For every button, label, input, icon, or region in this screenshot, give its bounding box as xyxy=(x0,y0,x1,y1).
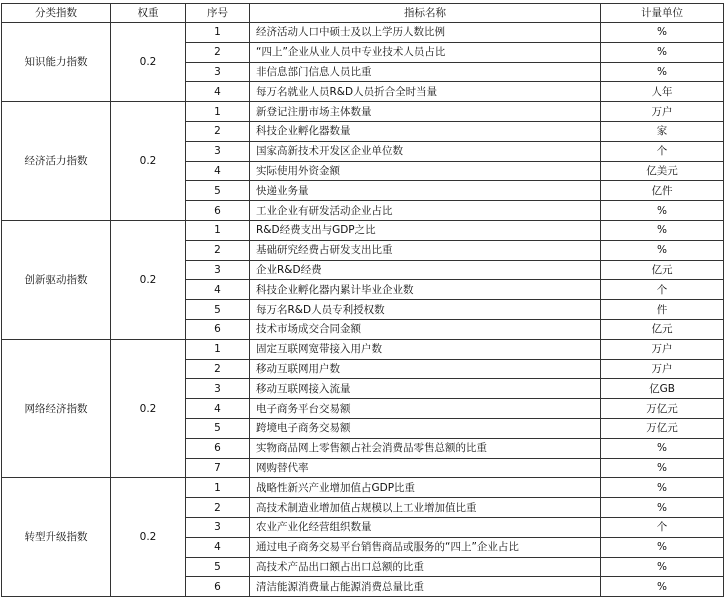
unit-cell: 亿件 xyxy=(601,181,724,201)
unit-cell: % xyxy=(601,201,724,221)
unit-cell: 个 xyxy=(601,280,724,300)
unit-cell: % xyxy=(601,62,724,82)
unit-cell: 万户 xyxy=(601,102,724,122)
seq-cell: 1 xyxy=(186,23,250,43)
header-category: 分类指数 xyxy=(2,4,111,23)
weight-cell: 0.2 xyxy=(111,23,186,102)
indicator-name-cell: 每万名就业人员R&D人员折合全时当量 xyxy=(250,82,601,102)
header-seq: 序号 xyxy=(186,4,250,23)
indicator-name-cell: 国家高新技术开发区企业单位数 xyxy=(250,141,601,161)
indicator-name-cell: 通过电子商务交易平台销售商品或服务的“四上”企业占比 xyxy=(250,537,601,557)
indicator-name-cell: 跨境电子商务交易额 xyxy=(250,418,601,438)
seq-cell: 3 xyxy=(186,517,250,537)
indicator-name-cell: 固定互联网宽带接入用户数 xyxy=(250,339,601,359)
unit-cell: 万亿元 xyxy=(601,418,724,438)
unit-cell: % xyxy=(601,577,724,597)
unit-cell: 亿元 xyxy=(601,260,724,280)
seq-cell: 4 xyxy=(186,161,250,181)
seq-cell: 2 xyxy=(186,240,250,260)
category-cell: 知识能力指数 xyxy=(2,23,111,102)
unit-cell: 亿美元 xyxy=(601,161,724,181)
seq-cell: 1 xyxy=(186,339,250,359)
seq-cell: 5 xyxy=(186,418,250,438)
seq-cell: 2 xyxy=(186,42,250,62)
indicator-name-cell: “四上”企业从业人员中专业技术人员占比 xyxy=(250,42,601,62)
header-weight: 权重 xyxy=(111,4,186,23)
table-row xyxy=(2,339,724,359)
category-cell: 网络经济指数 xyxy=(2,339,111,478)
category-cell: 创新驱动指数 xyxy=(2,220,111,339)
indicator-name-cell: 经济活动人口中硕士及以上学历人数比例 xyxy=(250,23,601,43)
unit-cell: 亿GB xyxy=(601,379,724,399)
indicator-name-cell: 新登记注册市场主体数量 xyxy=(250,102,601,122)
seq-cell: 3 xyxy=(186,379,250,399)
unit-cell: % xyxy=(601,23,724,43)
seq-cell: 2 xyxy=(186,498,250,518)
header-unit: 计量单位 xyxy=(601,4,724,23)
indicator-name-cell: 技术市场成交合同金额 xyxy=(250,319,601,339)
seq-cell: 6 xyxy=(186,438,250,458)
unit-cell: % xyxy=(601,438,724,458)
indicator-name-cell: R&D经费支出与GDP之比 xyxy=(250,220,601,240)
weight-cell: 0.2 xyxy=(111,478,186,597)
indicator-name-cell: 工业企业有研发活动企业占比 xyxy=(250,201,601,221)
unit-cell: 件 xyxy=(601,300,724,320)
unit-cell: % xyxy=(601,240,724,260)
indicator-name-cell: 战略性新兴产业增加值占GDP比重 xyxy=(250,478,601,498)
seq-cell: 2 xyxy=(186,121,250,141)
unit-cell: % xyxy=(601,557,724,577)
indicator-name-cell: 移动互联网接入流量 xyxy=(250,379,601,399)
seq-cell: 1 xyxy=(186,102,250,122)
indicator-name-cell: 科技企业孵化器内累计毕业企业数 xyxy=(250,280,601,300)
indicator-name-cell: 非信息部门信息人员比重 xyxy=(250,62,601,82)
seq-cell: 5 xyxy=(186,300,250,320)
indicator-name-cell: 清洁能源消费量占能源消费总量比重 xyxy=(250,577,601,597)
weight-cell: 0.2 xyxy=(111,220,186,339)
indicator-name-cell: 网购替代率 xyxy=(250,458,601,478)
indicator-name-cell: 企业R&D经费 xyxy=(250,260,601,280)
seq-cell: 4 xyxy=(186,82,250,102)
indicator-name-cell: 快递业务量 xyxy=(250,181,601,201)
unit-cell: 万亿元 xyxy=(601,399,724,419)
table-row xyxy=(2,102,724,122)
seq-cell: 3 xyxy=(186,62,250,82)
table-row xyxy=(2,220,724,240)
category-cell: 转型升级指数 xyxy=(2,478,111,597)
seq-cell: 1 xyxy=(186,478,250,498)
indicator-name-cell: 科技企业孵化器数量 xyxy=(250,121,601,141)
seq-cell: 5 xyxy=(186,557,250,577)
unit-cell: 个 xyxy=(601,517,724,537)
seq-cell: 6 xyxy=(186,577,250,597)
indicator-name-cell: 农业产业化经营组织数量 xyxy=(250,517,601,537)
indicator-table xyxy=(1,3,724,597)
unit-cell: % xyxy=(601,220,724,240)
table-row xyxy=(2,23,724,43)
indicator-name-cell: 基础研究经费占研发支出比重 xyxy=(250,240,601,260)
indicator-name-cell: 实际使用外资金额 xyxy=(250,161,601,181)
unit-cell: 人年 xyxy=(601,82,724,102)
unit-cell: % xyxy=(601,478,724,498)
header-indicator: 指标名称 xyxy=(250,4,601,23)
unit-cell: % xyxy=(601,42,724,62)
table-row xyxy=(2,478,724,498)
weight-cell: 0.2 xyxy=(111,339,186,478)
unit-cell: 亿元 xyxy=(601,319,724,339)
indicator-name-cell: 实物商品网上零售额占社会消费品零售总额的比重 xyxy=(250,438,601,458)
indicator-name-cell: 高技术产品出口额占出口总额的比重 xyxy=(250,557,601,577)
seq-cell: 5 xyxy=(186,181,250,201)
seq-cell: 4 xyxy=(186,399,250,419)
weight-cell: 0.2 xyxy=(111,102,186,221)
seq-cell: 7 xyxy=(186,458,250,478)
seq-cell: 6 xyxy=(186,201,250,221)
indicator-name-cell: 高技术制造业增加值占规模以上工业增加值比重 xyxy=(250,498,601,518)
unit-cell: % xyxy=(601,537,724,557)
unit-cell: % xyxy=(601,458,724,478)
seq-cell: 3 xyxy=(186,141,250,161)
table-header-row xyxy=(2,4,724,23)
seq-cell: 1 xyxy=(186,220,250,240)
seq-cell: 2 xyxy=(186,359,250,379)
unit-cell: 万户 xyxy=(601,359,724,379)
unit-cell: 万户 xyxy=(601,339,724,359)
seq-cell: 6 xyxy=(186,319,250,339)
unit-cell: 个 xyxy=(601,141,724,161)
seq-cell: 3 xyxy=(186,260,250,280)
seq-cell: 4 xyxy=(186,537,250,557)
unit-cell: % xyxy=(601,498,724,518)
seq-cell: 4 xyxy=(186,280,250,300)
indicator-name-cell: 每万名R&D人员专利授权数 xyxy=(250,300,601,320)
indicator-name-cell: 移动互联网用户数 xyxy=(250,359,601,379)
indicator-name-cell: 电子商务平台交易额 xyxy=(250,399,601,419)
category-cell: 经济活力指数 xyxy=(2,102,111,221)
table-body xyxy=(2,23,724,597)
unit-cell: 家 xyxy=(601,121,724,141)
